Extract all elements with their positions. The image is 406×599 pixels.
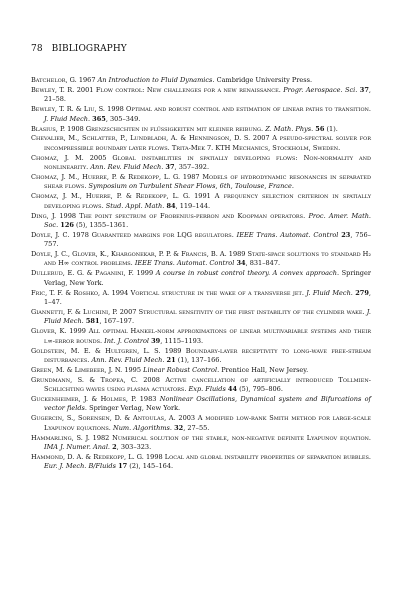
reference-text: Linear Robust Control [143,365,218,374]
reference-entry-ding [31,212,371,231]
reference-text: , 21–58. [44,85,371,104]
reference-text: , 1115–1193. [160,336,204,345]
reference-text: Bewley, T. R. & Liu, S. 1998 Optimal and robust control and estimation of linear paths to transition. [31,105,371,114]
reference-entry-bewleyliu [31,105,371,124]
reference-text: J. Fluid Mech. [44,307,371,326]
reference-list [31,76,371,472]
reference-text: Bewley, T. R. 2001 Flow control: New challenges for a new renaissance. [31,85,284,94]
reference-entry-guckenheimer [31,395,371,414]
reference-entry-hammarling [31,434,371,453]
reference-text: Dullerud, E. G. & Paganini, F. 1999 [31,269,156,278]
reference-text: 37 [165,163,175,172]
reference-text: Green, M. & Limebeer, J. N. 1995 [31,365,144,374]
reference-text: 34 [236,259,246,268]
reference-text: (2), 145–164. [127,462,174,471]
reference-entry-green [31,366,371,375]
reference-text: J. Fluid Mech. [44,114,91,123]
reference-entry-glover [31,327,371,346]
reference-text: Chomaz, J. M., Huerre, P. & Redekopp, L. G. 1991 A frequency selection criterion in spatially developing flows. [31,192,371,210]
reference-text: J. Fluid Mech. [306,288,353,297]
reference-text: (5), 1355–1361. [73,220,129,229]
reference-entry-doyle1978 [31,231,371,250]
page-header [31,44,127,54]
reference-text: . Springer Verlag, New York. [44,269,371,287]
reference-text: An Introduction to Fluid Dynamics [97,76,213,84]
reference-text: Stud. Appl. Math. [105,201,165,210]
reference-text: IEEE Trans. Automat. Control [236,230,339,239]
reference-text: Grundmann, S. & Tropea, C. 2008 Active cancellation of artificially introduced Tollmien-Schlichting waves using plasma actuators. [31,375,371,394]
reference-text: IEEE Trans. Automat. Control [134,259,235,268]
reference-text: Doyle, J. C. 1978 Guaranteed margins for LQG regulators. [31,230,237,239]
reference-text: Eur. J. Mech. B/Fluids [44,462,116,471]
reference-entry-batchelor [31,76,371,85]
reference-text: (5), 795–806. [237,385,283,394]
reference-text: , 119–144. [175,201,211,210]
reference-text: Z. Math. Phys. [265,124,314,133]
reference-entry-goldstein [31,347,371,366]
reference-text: Nonlinear Oscillations, Dynamical system and Bifurcations of vector fields [44,395,371,413]
reference-text: . [291,182,294,191]
reference-text: Goldstein, M. E. & Hultgren, L. S. 1989 Boundary-layer receptivity to long-wave free-stream disturbances. [31,346,371,364]
reference-text: Exp. Fluids [188,385,226,394]
reference-text: , 831–847. [245,259,281,268]
reference-text: 17 [118,462,128,471]
reference-text: Blasius, P. 1908 Grenzschichten in flüssigkeiten mit kleiner reibung. [31,124,266,133]
reference-text: A course in robust control theory. A convex approach [155,269,337,278]
reference-text: Doyle, J. C., Glover, K., Khargonekar, P. P. & Francis, B. A. 1989 State-space solutions to standard H₂ and H∞ control problems. [31,250,371,268]
reference-text: Batchelor, G. 1967 [31,76,98,84]
reference-text: Chomaz, J. M. 2005 Global instabilities in spatially developing flows: Non-normality and nonlinearity. [31,153,371,172]
reference-text: 56 [315,124,325,133]
reference-entry-dullerud [31,269,371,288]
reference-text: 126 [60,220,74,229]
reference-text: , 1–47. [44,288,371,307]
page-number: 78 [31,44,43,54]
reference-text: 84 [166,201,176,210]
reference-text: Ann. Rev. Fluid Mech. [91,355,165,364]
reference-text: 32 [174,423,184,432]
reference-text: 23 [341,230,351,239]
reference-text: Chevalier, M., Schlatter, P., Lundbladh, A. & Henningson, D. S. 2007 A pseudo-spectral solver for incompressible boundary layer flows. Trita-Mek 7. KTH Mechanics, Stockholm, Sweden. [31,134,371,152]
reference-text: Fric, T. F. & Roshko, A. 1994 Vortical structure in the wake of a transverse jet. [31,288,307,297]
reference-text: Num. Algorithms. [112,423,172,432]
reference-entry-bewley2001 [31,86,371,105]
reference-text: 21 [166,355,176,364]
reference-text: , 305–349. [105,114,141,123]
reference-text: , 756–757. [44,230,371,249]
reference-text: 581 [85,317,100,326]
reference-text: Symposium on Turbulent Shear Flows, 6th, Toulouse, France [88,182,292,191]
reference-entry-chevalier [31,134,371,153]
reference-entry-gugercin [31,414,371,433]
reference-text: IMA J. Numer. Anal. [44,442,110,451]
reference-text: Guckenheimer, J. & Holmes, P. 1983 [31,395,160,404]
reference-text: , 357–392. [174,163,210,172]
reference-text: Giannetti, F. & Luchini, P. 2007 Structural sensitivity of the first instability of the cylinder wake. [31,307,367,316]
reference-entry-blasius [31,125,371,134]
reference-text: (1), 137–166. [175,355,222,364]
reference-text: Gugercin, S., Sorensen, D. & Antoulas, A. 2003 A modified low-rank Smith method for large-scale Lyapunov equations. [31,414,371,432]
reference-entry-chomaz2005 [31,154,371,173]
reference-text: Progr. Aerospace. Sci. [283,85,358,94]
reference-entry-grundmann [31,376,371,395]
reference-text: Chomaz, J. M., Huerre, P. & Redekopp, L. G. 1987 Models of hydrodynamic resonances in separated shear flows. [31,173,371,191]
reference-text: (1). [324,124,338,133]
reference-entry-chomaz1987 [31,173,371,192]
reference-text: Int. J. Control [104,336,150,345]
reference-text: 365 [92,114,106,123]
reference-entry-hammond [31,453,371,472]
reference-text: , 167–197. [99,317,135,326]
reference-entry-giannetti [31,308,371,327]
reference-text: 44 [227,385,238,394]
reference-text: , 303–323. [116,442,152,451]
reference-text: . Cambridge University Press. [212,76,313,84]
reference-text: 279 [355,288,369,297]
reference-entry-fric [31,289,371,308]
reference-text: . Springer Verlag, New York. [84,404,181,413]
reference-text: Hammarling, S. J. 1982 Numerical solution of the stable, non-negative definite Lyapunov equation. [31,433,371,442]
reference-text: Proc. Amer. Math. Soc. [44,211,372,229]
reference-text: , 27–55. [183,423,210,432]
reference-text: Ann. Rev. Fluid Mech. [90,163,164,172]
reference-text: 2 [112,442,117,451]
reference-text: Glover, K. 1999 All optimal Hankel-norm approximations of linear multivariable systems and their l∞-error bounds. [31,327,371,345]
reference-text: Ding, J. 1998 The point spectrum of Frobenius-perron and Koopman operators. [31,211,309,220]
reference-entry-chomaz1991 [31,192,371,211]
reference-text: 37 [359,85,369,94]
reference-text: . Prentice Hall, New Jersey. [217,365,309,374]
reference-entry-doyle1989 [31,250,371,269]
reference-text: Hammond, D. A. & Redekopp, L. G. 1998 Local and global instability properties of separation bubbles. [31,452,371,461]
running-title: BIBLIOGRAPHY [51,44,127,54]
reference-text: 39 [151,336,161,345]
